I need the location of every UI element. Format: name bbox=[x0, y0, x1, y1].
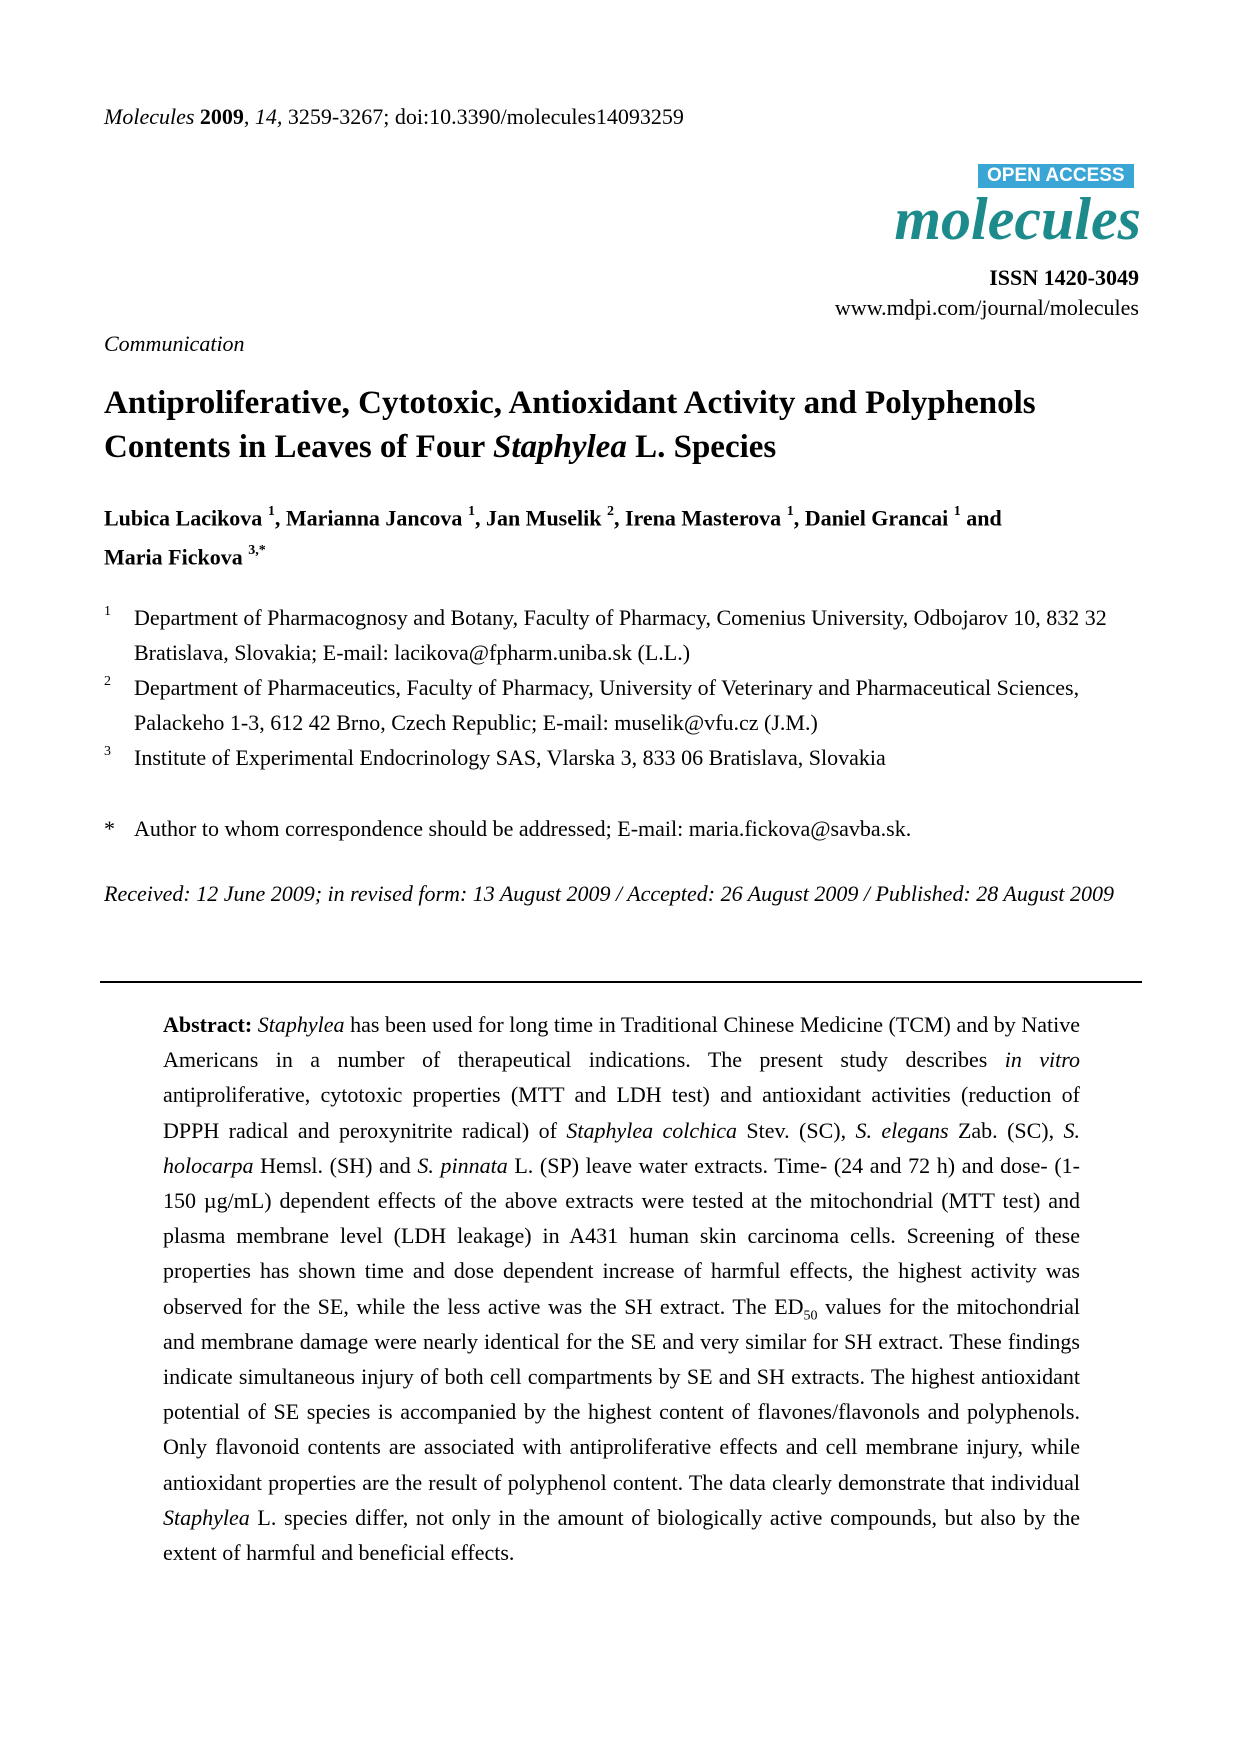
author-affiliation: 1 bbox=[953, 504, 961, 519]
author-separator: , bbox=[613, 505, 625, 531]
abstract-italic: Staphylea colchica bbox=[566, 1117, 738, 1143]
citation-pages-doi: 3259-3267; doi:10.3390/molecules14093259 bbox=[287, 104, 684, 129]
affiliation-1 bbox=[104, 600, 1144, 670]
title-genus: Staphylea bbox=[492, 429, 627, 465]
abstract-text: antiproliferative, cytotoxic properties (MTT and LDH test) and antioxidant activities (reduction of DPPH radical and peroxynitrite radical) of bbox=[163, 1082, 1080, 1143]
correspondence-note bbox=[104, 816, 911, 842]
title-part-2: L. Species bbox=[626, 429, 777, 465]
affiliation-number: 2 bbox=[104, 674, 111, 689]
title-part-1: Antiproliferative, Cytotoxic, Antioxidant Activity and Polyphenols Contents in Leaves of Four bbox=[104, 385, 1036, 465]
affiliation-number: 1 bbox=[104, 604, 111, 619]
journal-url[interactable]: www.mdpi.com/journal/molecules bbox=[834, 295, 1139, 320]
abstract-italic: in vitro bbox=[1004, 1047, 1080, 1073]
abstract-text: has been used for long time in Traditional Chinese Medicine (TCM) and by Native Americans in a number of therapeutical indications. The present study describes bbox=[163, 1012, 1081, 1073]
divider-rule bbox=[100, 981, 1142, 983]
affiliation-number: 3 bbox=[104, 744, 111, 759]
affiliation-2 bbox=[104, 670, 1144, 740]
author-name: Irena Masterova bbox=[624, 505, 782, 531]
affiliation-text: Department of Pharmacognosy and Botany, Faculty of Pharmacy, Comenius University, Odbojarov 10, 832 32 Bratislava, Slovakia; E-mail: lacikova@fpharm.uniba.sk (L.L.) bbox=[134, 605, 1107, 665]
author-name: Maria Fickova bbox=[104, 544, 243, 570]
abstract-italic: S. holocarpa bbox=[163, 1117, 1081, 1178]
abstract-italic: S. elegans bbox=[855, 1117, 949, 1143]
author-affiliation: 1 bbox=[467, 504, 475, 519]
author-name: Marianna Jancova bbox=[285, 505, 463, 531]
paper-title bbox=[104, 381, 1144, 469]
author-name: Jan Muselik bbox=[485, 505, 602, 531]
abstract-italic: S. pinnata bbox=[417, 1152, 508, 1178]
author-name: Daniel Grancai bbox=[804, 505, 949, 531]
correspondence-text: Author to whom correspondence should be addressed; E-mail: maria.fickova@savba.sk. bbox=[134, 816, 912, 841]
author-affiliation: 1 bbox=[267, 504, 275, 519]
abstract-text: Zab. (SC), bbox=[948, 1117, 1064, 1143]
abstract-text: L. (SP) leave water extracts. Time- (24 and 72 h) and dose- (1-150 µg/mL) dependent effects of the above extracts were tested at the mitochondrial (MTT test) and plasma membrane level (LDH leakage) in A431 human skin carcinoma cells. Screening of these properties has shown time and dose dependent increase of harmful effects, the highest activity was observed for the SE, while the less active was the SH extract. The ED bbox=[163, 1152, 1080, 1319]
affiliation-text: Institute of Experimental Endocrinology SAS, Vlarska 3, 833 06 Bratislava, Slovakia bbox=[134, 745, 886, 770]
citation-year: 2009 bbox=[199, 104, 244, 129]
issn: ISSN 1420-3049 bbox=[989, 265, 1139, 290]
author-affiliation: 1 bbox=[786, 504, 794, 519]
publication-dates: Received: 12 June 2009; in revised form: 13 August 2009 / Accepted: 26 August 2009 / Published: 28 August 2009 bbox=[104, 881, 1114, 906]
abstract-text: Hemsl. (SH) and bbox=[253, 1152, 418, 1178]
correspondence-mark: * bbox=[104, 816, 115, 841]
author-separator: , bbox=[274, 505, 286, 531]
author-name: Lubica Lacikova bbox=[104, 505, 263, 531]
author-list bbox=[104, 496, 1154, 575]
citation-line: Molecules 2009, 14, 3259-3267; doi:10.3390/molecules14093259 bbox=[104, 104, 684, 129]
author-affiliation: 3,* bbox=[248, 543, 266, 559]
abstract-label: Abstract: bbox=[163, 1012, 253, 1037]
open-access-badge: OPEN ACCESS bbox=[978, 164, 1134, 188]
abstract-text: L. species differ, not only in the amount of biologically active compounds, but also by the extent of harmful and beneficial effects. bbox=[163, 1504, 1080, 1566]
citation-volume: 14, bbox=[254, 104, 283, 129]
author-affiliation: 2 bbox=[606, 504, 614, 519]
journal-logo: molecules bbox=[894, 186, 1141, 252]
abstract-italic: Staphylea bbox=[163, 1504, 250, 1530]
abstract-text: Stev. (SC), bbox=[737, 1117, 856, 1143]
affiliation-text: Department of Pharmaceutics, Faculty of Pharmacy, University of Veterinary and Pharmaceutical Sciences, Palackeho 1-3, 612 42 Brno, Czech Republic; E-mail: muselik@vfu.cz (J.M.) bbox=[134, 675, 1080, 735]
author-separator: , bbox=[474, 505, 486, 531]
article-type: Communication bbox=[104, 331, 245, 356]
abstract-text: values for the mitochondrial and membrane damage were nearly identical for the SE and very similar for SH extract. These findings indicate simultaneous injury of both cell compartments by SE and SH extracts. The highest antioxidant potential of SE species is accompanied by the highest content of flavones/flavonols and polyphenols. Only flavonoid contents are associated with antiproliferative effects and cell membrane injury, while antioxidant properties are the result of polyphenol content. The data clearly demonstrate that individual bbox=[163, 1293, 1080, 1495]
author-separator: , bbox=[793, 505, 805, 531]
abstract-italic: Staphylea bbox=[257, 1012, 345, 1037]
citation-journal: Molecules bbox=[104, 104, 195, 129]
abstract-subscript: 50 bbox=[803, 1308, 818, 1324]
author-separator: and bbox=[960, 505, 1002, 531]
abstract bbox=[163, 1007, 1080, 1570]
affiliation-3 bbox=[104, 740, 1144, 775]
